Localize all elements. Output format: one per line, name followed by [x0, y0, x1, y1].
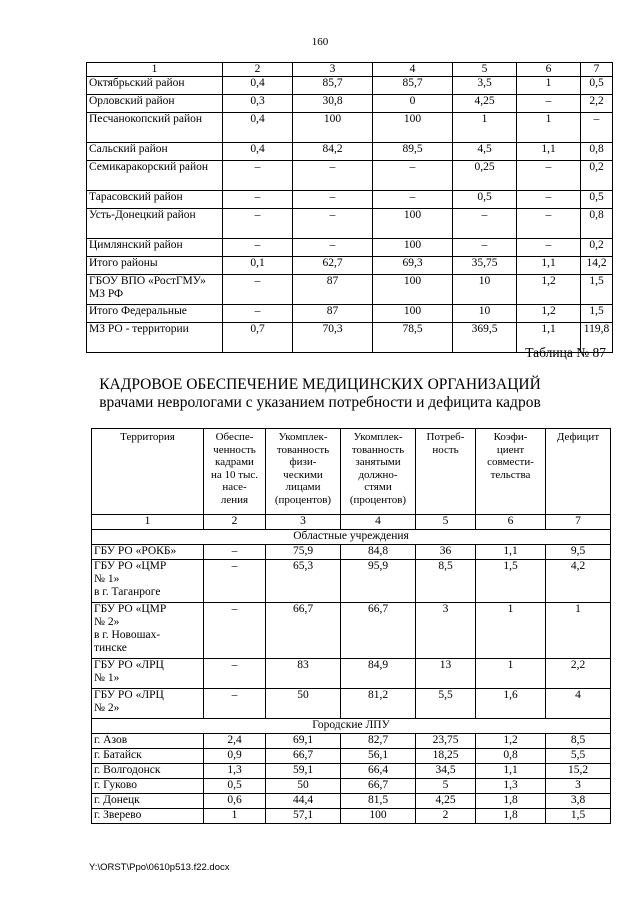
value-cell: 1,5 [581, 305, 613, 323]
value-cell: 0,6 [204, 794, 266, 809]
value-cell: 50 [266, 779, 341, 794]
value-cell: – [517, 161, 581, 191]
value-cell: 66,4 [341, 764, 416, 779]
value-cell: 0,9 [204, 749, 266, 764]
neurologist-staffing-table [91, 428, 611, 824]
value-cell: 81,5 [341, 794, 416, 809]
value-cell: 1 [517, 77, 581, 95]
value-cell: 1 [546, 603, 611, 659]
value-cell: 78,5 [373, 323, 453, 353]
value-cell: 84,9 [341, 659, 416, 689]
column-number-cell: 1 [87, 63, 223, 77]
value-cell: 83 [266, 659, 341, 689]
value-cell: 82,7 [341, 734, 416, 749]
section-header-cell: Областные учреждения [92, 530, 611, 545]
value-cell: 1,2 [517, 275, 581, 305]
value-cell: 100 [373, 113, 453, 143]
value-cell: 1,8 [476, 809, 546, 824]
territory-cell: ГБОУ ВПО «РостГМУ» МЗ РФ [87, 275, 223, 305]
value-cell: – [517, 95, 581, 113]
value-cell: 0,5 [581, 191, 613, 209]
value-cell: – [204, 689, 266, 719]
value-cell: 2 [416, 809, 476, 824]
value-cell: 0,2 [581, 161, 613, 191]
value-cell: – [517, 209, 581, 239]
value-cell: 18,25 [416, 749, 476, 764]
value-cell: 70,3 [293, 323, 373, 353]
territory-cell: Октябрьский район [87, 77, 223, 95]
value-cell: – [293, 239, 373, 257]
value-cell: – [204, 659, 266, 689]
column-number-cell: 4 [373, 63, 453, 77]
territory-cell: г. Азов [92, 734, 204, 749]
value-cell: 14,2 [581, 257, 613, 275]
value-cell: 0,8 [581, 143, 613, 161]
value-cell: 1,2 [476, 734, 546, 749]
territory-cell: г. Волгодонск [92, 764, 204, 779]
column-number-cell: 1 [92, 515, 204, 530]
value-cell: 57,1 [266, 809, 341, 824]
value-cell: 3,8 [546, 794, 611, 809]
value-cell: 3 [546, 779, 611, 794]
value-cell: – [373, 161, 453, 191]
value-cell: 56,1 [341, 749, 416, 764]
value-cell: 1 [517, 113, 581, 143]
table-row [87, 239, 613, 257]
value-cell: 30,8 [293, 95, 373, 113]
column-number-cell: 3 [293, 63, 373, 77]
value-cell: 1 [476, 603, 546, 659]
value-cell: 0,5 [453, 191, 517, 209]
table-row [92, 794, 611, 809]
value-cell: 100 [293, 113, 373, 143]
table-row [87, 77, 613, 95]
territory-cell: Орловский район [87, 95, 223, 113]
territory-cell: ГБУ РО «ЦМР № 2» в г. Новошах- тинске [92, 603, 204, 659]
value-cell: 69,1 [266, 734, 341, 749]
territory-cell: ГБУ РО «ЦМР № 1» в г. Таганроге [92, 560, 204, 603]
value-cell: 66,7 [266, 749, 341, 764]
value-cell: – [204, 603, 266, 659]
territory-cell: г. Батайск [92, 749, 204, 764]
header-cell: Обеспе- ченность кадрами на 10 тыс. насе- ления [204, 429, 266, 515]
value-cell: 1,1 [476, 545, 546, 560]
value-cell: – [223, 305, 293, 323]
column-number-cell: 6 [517, 63, 581, 77]
territory-cell: Семикаракорский район [87, 161, 223, 191]
value-cell: – [223, 209, 293, 239]
value-cell: 1,1 [517, 257, 581, 275]
value-cell: 0,5 [581, 77, 613, 95]
table-row [92, 560, 611, 603]
value-cell: 65,3 [266, 560, 341, 603]
table-row [87, 275, 613, 305]
table-row [92, 659, 611, 689]
value-cell: 0,5 [204, 779, 266, 794]
header-cell: Территория [92, 429, 204, 515]
header-cell: Потреб- ность [416, 429, 476, 515]
table-title [0, 376, 640, 412]
value-cell: 5 [416, 779, 476, 794]
value-cell: 2,4 [204, 734, 266, 749]
value-cell: 5,5 [546, 749, 611, 764]
value-cell: 75,9 [266, 545, 341, 560]
column-number-cell: 7 [546, 515, 611, 530]
header-cell: Коэфи- циент совмести- тельства [476, 429, 546, 515]
value-cell: – [517, 191, 581, 209]
territory-cell: ГБУ РО «РОКБ» [92, 545, 204, 560]
value-cell: 50 [266, 689, 341, 719]
value-cell: 62,7 [293, 257, 373, 275]
value-cell: 1,2 [517, 305, 581, 323]
column-number-cell: 2 [204, 515, 266, 530]
table-row [87, 257, 613, 275]
value-cell: 85,7 [293, 77, 373, 95]
value-cell: 9,5 [546, 545, 611, 560]
title-line-2: врачами неврологами с указанием потребности и дефицита кадров [99, 394, 541, 411]
value-cell: 23,75 [416, 734, 476, 749]
value-cell: 34,5 [416, 764, 476, 779]
value-cell: 1 [476, 659, 546, 689]
value-cell: 84,8 [341, 545, 416, 560]
table-row [92, 779, 611, 794]
table-row [87, 113, 613, 143]
value-cell: 2,2 [546, 659, 611, 689]
value-cell: 1,3 [476, 779, 546, 794]
value-cell: 1 [204, 809, 266, 824]
value-cell: 4,25 [416, 794, 476, 809]
value-cell: 1 [453, 113, 517, 143]
value-cell: 3 [416, 603, 476, 659]
value-cell: 0,8 [476, 749, 546, 764]
value-cell: 3,5 [453, 77, 517, 95]
section-regional-institutions [92, 530, 611, 545]
value-cell: – [223, 239, 293, 257]
value-cell: 1,3 [204, 764, 266, 779]
territory-cell: г. Донецк [92, 794, 204, 809]
table-row [87, 305, 613, 323]
table-row [87, 161, 613, 191]
value-cell: 0,4 [223, 77, 293, 95]
table-row [87, 191, 613, 209]
value-cell: – [293, 161, 373, 191]
value-cell: 87 [293, 305, 373, 323]
value-cell: 36 [416, 545, 476, 560]
section-header-cell: Городские ЛПУ [92, 719, 611, 734]
value-cell: 1,6 [476, 689, 546, 719]
value-cell: 1,5 [476, 560, 546, 603]
value-cell: 0,2 [581, 239, 613, 257]
territory-cell: Цимлянский район [87, 239, 223, 257]
column-number-cell: 5 [453, 63, 517, 77]
continuation-table [86, 62, 613, 353]
value-cell: 89,5 [373, 143, 453, 161]
value-cell: – [223, 191, 293, 209]
value-cell: 100 [373, 275, 453, 305]
value-cell: 1,1 [517, 143, 581, 161]
value-cell: 10 [453, 305, 517, 323]
value-cell: 35,75 [453, 257, 517, 275]
column-number-cell: 4 [341, 515, 416, 530]
value-cell: – [223, 161, 293, 191]
value-cell: 100 [373, 305, 453, 323]
header-cell: Укомплек- тованность физи- ческими лицами (процентов) [266, 429, 341, 515]
table-row [87, 95, 613, 113]
table-row [87, 209, 613, 239]
value-cell: – [223, 275, 293, 305]
value-cell: 0,3 [223, 95, 293, 113]
section-city-institutions [92, 719, 611, 734]
column-number-cell: 2 [223, 63, 293, 77]
value-cell: – [453, 239, 517, 257]
header-cell: Укомплек- тованность занятыми должно- стями (процентов) [341, 429, 416, 515]
column-number-cell: 3 [266, 515, 341, 530]
territory-cell: Песчанокопский район [87, 113, 223, 143]
territory-cell: Сальский район [87, 143, 223, 161]
column-number-row [92, 515, 611, 530]
value-cell: 10 [453, 275, 517, 305]
value-cell: 4,5 [453, 143, 517, 161]
value-cell: 119,8 [581, 323, 613, 353]
value-cell: 44,4 [266, 794, 341, 809]
value-cell: 15,2 [546, 764, 611, 779]
value-cell: – [204, 545, 266, 560]
value-cell: 8,5 [416, 560, 476, 603]
column-number-cell: 7 [581, 63, 613, 77]
territory-cell: Итого Федеральные [87, 305, 223, 323]
value-cell: 13 [416, 659, 476, 689]
value-cell: 1,8 [476, 794, 546, 809]
territory-cell: ГБУ РО «ЛРЦ № 1» [92, 659, 204, 689]
value-cell: – [293, 191, 373, 209]
value-cell: 66,7 [266, 603, 341, 659]
value-cell: 87 [293, 275, 373, 305]
value-cell: 81,2 [341, 689, 416, 719]
value-cell: 85,7 [373, 77, 453, 95]
value-cell: – [581, 113, 613, 143]
value-cell: 4,25 [453, 95, 517, 113]
territory-cell: МЗ РО - территории [87, 323, 223, 353]
column-number-cell: 6 [476, 515, 546, 530]
value-cell: – [293, 209, 373, 239]
value-cell: 8,5 [546, 734, 611, 749]
value-cell: – [517, 239, 581, 257]
value-cell: 4 [546, 689, 611, 719]
table-row [87, 143, 613, 161]
value-cell: – [204, 560, 266, 603]
value-cell: 84,2 [293, 143, 373, 161]
footer-file-path: Y:\ORST\Ppo\0610p513.f22.docx [89, 862, 230, 873]
value-cell: 0,4 [223, 143, 293, 161]
value-cell: 5,5 [416, 689, 476, 719]
value-cell: 59,1 [266, 764, 341, 779]
value-cell: 1,5 [546, 809, 611, 824]
table-number: Таблица № 87 [525, 345, 606, 360]
value-cell: 0 [373, 95, 453, 113]
table-row [92, 749, 611, 764]
table-row [92, 764, 611, 779]
territory-cell: Тарасовский район [87, 191, 223, 209]
value-cell: 4,2 [546, 560, 611, 603]
table-row [92, 603, 611, 659]
page-number: 160 [311, 36, 329, 48]
header-row [92, 429, 611, 515]
value-cell: 2,2 [581, 95, 613, 113]
table-row [92, 734, 611, 749]
header-cell: Дефицит [546, 429, 611, 515]
value-cell: 69,3 [373, 257, 453, 275]
column-number-row [87, 63, 613, 77]
territory-cell: Усть-Донецкий район [87, 209, 223, 239]
value-cell: 1,1 [517, 323, 581, 353]
value-cell: 369,5 [453, 323, 517, 353]
value-cell: 1,1 [476, 764, 546, 779]
column-number-cell: 5 [416, 515, 476, 530]
territory-cell: Итого районы [87, 257, 223, 275]
table-row [92, 689, 611, 719]
value-cell: 0,8 [581, 209, 613, 239]
value-cell: – [453, 209, 517, 239]
value-cell: 100 [373, 209, 453, 239]
value-cell: 0,25 [453, 161, 517, 191]
value-cell: 0,7 [223, 323, 293, 353]
table-row [92, 545, 611, 560]
value-cell: 95,9 [341, 560, 416, 603]
value-cell: 66,7 [341, 603, 416, 659]
value-cell: 1,5 [581, 275, 613, 305]
territory-cell: ГБУ РО «ЛРЦ № 2» [92, 689, 204, 719]
value-cell: 100 [373, 239, 453, 257]
value-cell: 66,7 [341, 779, 416, 794]
title-line-1: КАДРОВОЕ ОБЕСПЕЧЕНИЕ МЕДИЦИНСКИХ ОРГАНИЗАЦИЙ [99, 376, 541, 393]
value-cell: 0,1 [223, 257, 293, 275]
territory-cell: г. Зверево [92, 809, 204, 824]
territory-cell: г. Гуково [92, 779, 204, 794]
value-cell: – [373, 191, 453, 209]
value-cell: 0,4 [223, 113, 293, 143]
table-row [92, 809, 611, 824]
value-cell: 100 [341, 809, 416, 824]
